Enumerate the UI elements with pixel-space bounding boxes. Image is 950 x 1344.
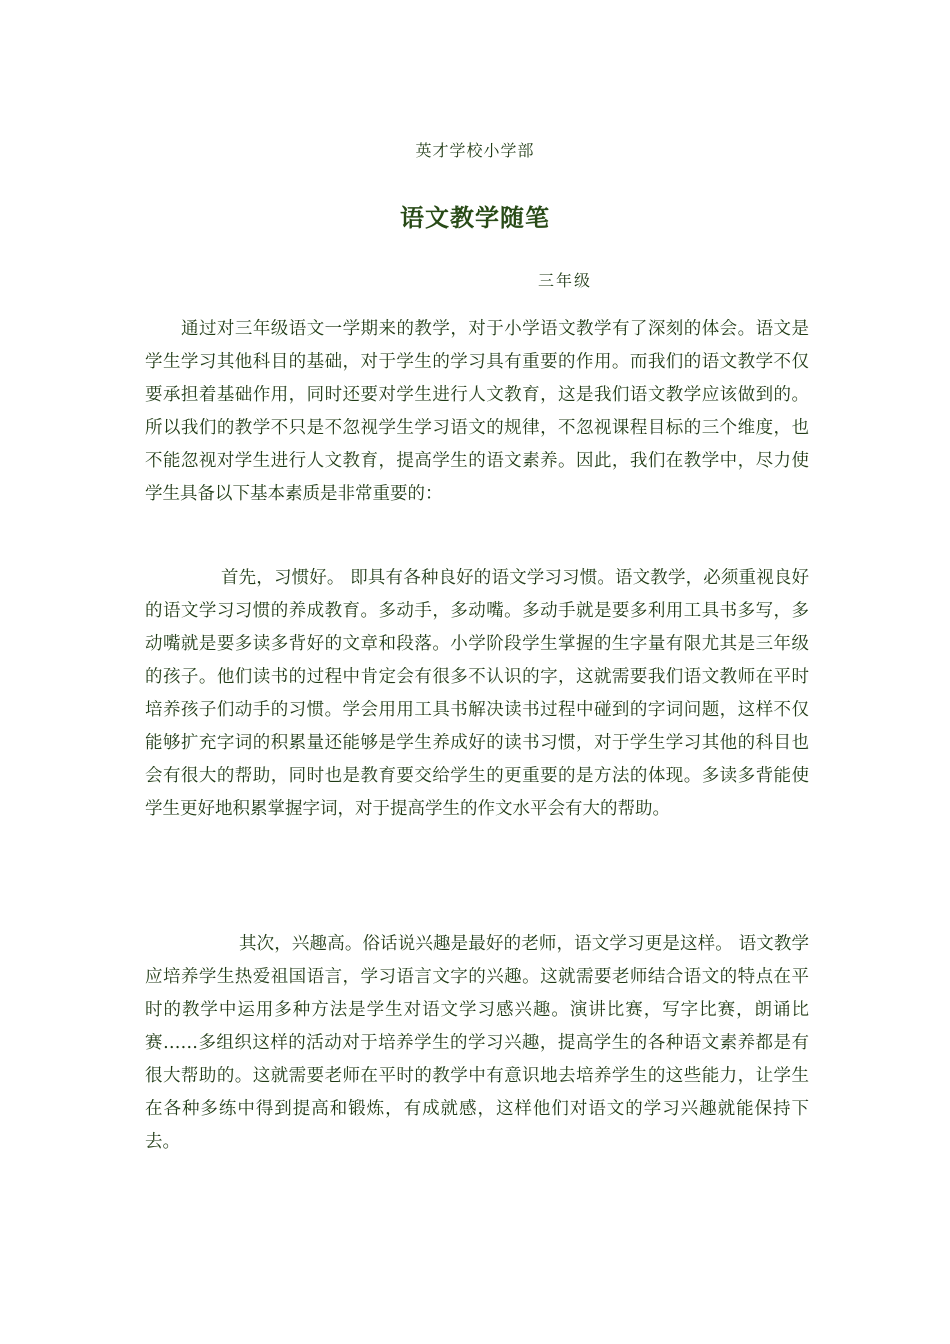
grade-label: 三年级	[538, 271, 593, 290]
paragraph-interest: 其次，兴趣高。俗话说兴趣是最好的老师，语文学习更是这样。 语文教学应培养学生热爱祖国语言，学习语言文字的兴趣。这就需要老师结合语文的特点在平时的教学中运用多种方法是学生对语文学习感兴趣。演讲比赛，写字比赛，朗诵比赛……多组织这样的活动对于培养学生的学习兴趣，提高学生的各种语文素养都是有很大帮助的。这就需要老师在平时的教学中有意识地去培养学生的这些能力，让学生在各种多练中得到提高和锻炼，有成就感，这样他们对语文的学习兴趣就能保持下去。	[145, 934, 809, 1152]
paragraph-habits: 首先，习惯好。 即具有各种良好的语文学习习惯。语文教学，必须重视良好的语文学习习惯的养成教育。多动手，多动嘴。多动手就是要多利用工具书多写，多动嘴就是要多读多背好的文章和段落。小学阶段学生掌握的生字量有限尤其是三年级的孩子。他们读书的过程中肯定会有很多不认识的字，这就需要我们语文教师在平时培养孩子们动手的习惯。学会用用工具书解决读书过程中碰到的字词问题，这样不仅能够扩充字词的积累量还能够是学生养成好的读书习惯，对于学生学习其他的科目也会有很大的帮助，同时也是教育要交给学生的更重要的是方法的体现。多读多背能使学生更好地积累掌握字词，对于提高学生的作文水平会有大的帮助。	[145, 568, 809, 819]
page-title: 语文教学随笔	[400, 204, 550, 232]
school-name: 英才学校小学部	[415, 141, 535, 160]
paragraph-intro: 通过对三年级语文一学期来的教学，对于小学语文教学有了深刻的体会。语文是学生学习其他科目的基础，对于学生的学习具有重要的作用。而我们的语文教学不仅要承担着基础作用，同时还要对学生进行人文教育，这是我们语文教学应该做到的。所以我们的教学不只是不忽视学生学习语文的规律，不忽视课程目标的三个维度，也不能忽视对学生进行人文教育，提高学生的语文素养。因此，我们在教学中，尽力使学生具备以下基本素质是非常重要的：	[145, 319, 809, 504]
